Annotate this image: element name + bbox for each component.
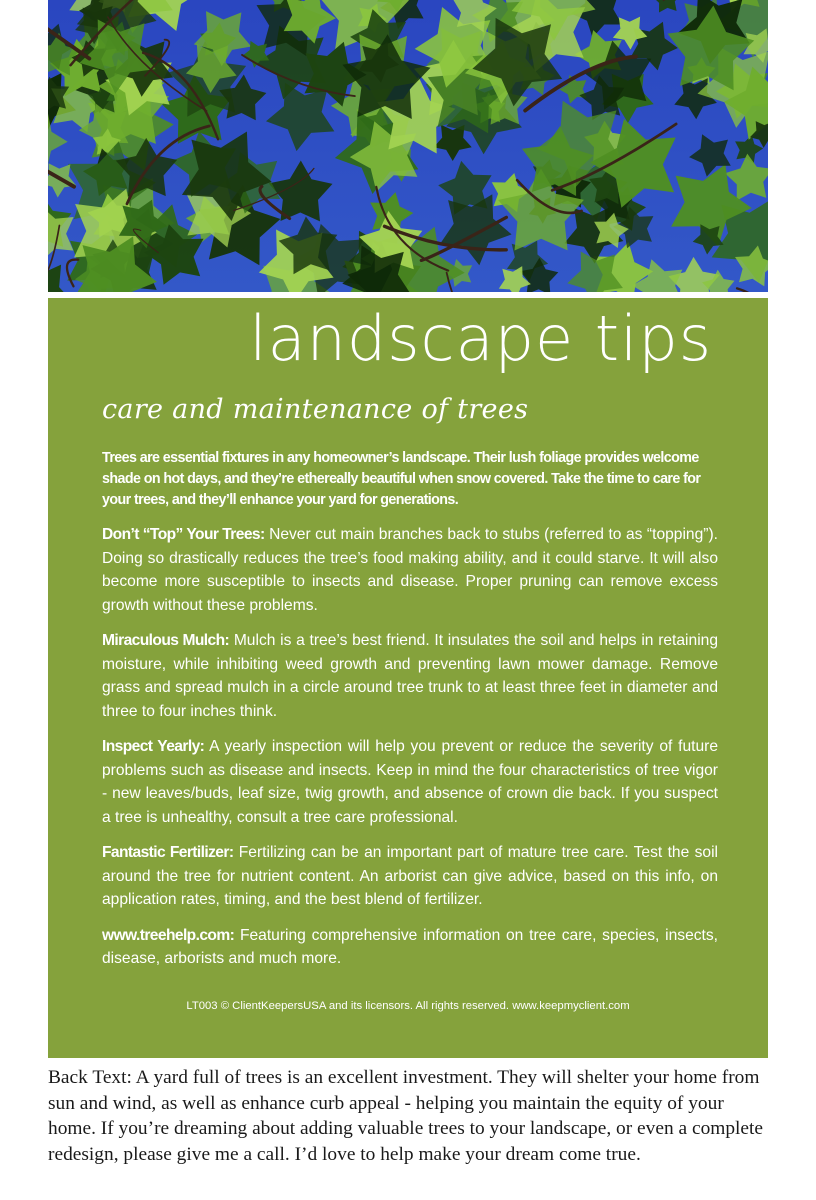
tip-body: Mulch is a tree’s best friend. It insulates the soil and helps in retaining moisture, while inhibiting weed growth and preventing lawn mower damage. Remove grass and spread mulch in a circle around tree trunk to at least three feet in diameter and three to four inches think. (102, 632, 719, 720)
tip-heading: Miraculous Mulch: (102, 632, 230, 649)
tip-website (102, 924, 718, 971)
tip-mulch (102, 629, 718, 723)
tip-heading: Don’t “Top” Your Trees: (102, 526, 265, 543)
tip-heading-link[interactable]: www.treehelp.com: (102, 926, 235, 944)
tip-inspect (102, 735, 718, 829)
leaves-canopy-image (48, 0, 768, 292)
back-text: Back Text: A yard full of trees is an excellent investment. They will shelter your home from sun and wind, as well as enhance curb appeal - helping you maintain the equity of your home. If you’re dreaming about adding valuable trees to your landscape, or even a complete redesign, please give me a call. I’d love to help make your dream come true. (48, 1067, 764, 1165)
header-photo-leaves (48, 0, 768, 292)
tips-content (102, 448, 718, 983)
tip-body: A yearly inspection will help you prevent or reduce the severity of future problems such as disease and insects. Keep in mind the four characteristics of tree vigor - new leaves/buds, leaf size, twig growth, and absence of crown die back. If you suspect a tree is unhealthy, consult a tree care professional. (102, 738, 719, 826)
page-subtitle: care and maintenance of trees (102, 394, 529, 425)
intro-paragraph: Trees are essential fixtures in any homeowner’s landscape. Their lush foliage provides welcome shade on hot days, and they’re ethereally beautiful when snow covered. Take the time to care for your trees, and they’ll enhance your yard for generations. (102, 450, 701, 508)
tip-heading: Fantastic Fertilizer: (102, 844, 234, 861)
tip-heading: Inspect Yearly: (102, 738, 205, 755)
tip-body: Featuring comprehensive information on tree care, species, insects, disease, arborists and much more. (102, 926, 718, 967)
tip-body: Never cut main branches back to stubs (referred to as “topping”). Doing so drastically reduces the tree’s food making ability, and it could starve. It will also become more susceptible to insects and disease. Proper pruning can remove excess growth without these problems. (102, 526, 718, 614)
page-title: landscape tips (249, 302, 712, 375)
tips-panel (48, 298, 768, 1058)
tip-body: Fertilizing can be an important part of mature tree care. Test the soil around the tree for nutrient content. An arborist can give advice, based on this info, on application rates, timing, and the best blend of fertilizer. (102, 844, 718, 908)
tip-top-trees (102, 523, 718, 617)
tip-fertilizer (102, 841, 718, 912)
copyright-footer: LT003 © ClientKeepersUSA and its licensors. All rights reserved. www.keepmyclient.com (186, 1000, 630, 1012)
